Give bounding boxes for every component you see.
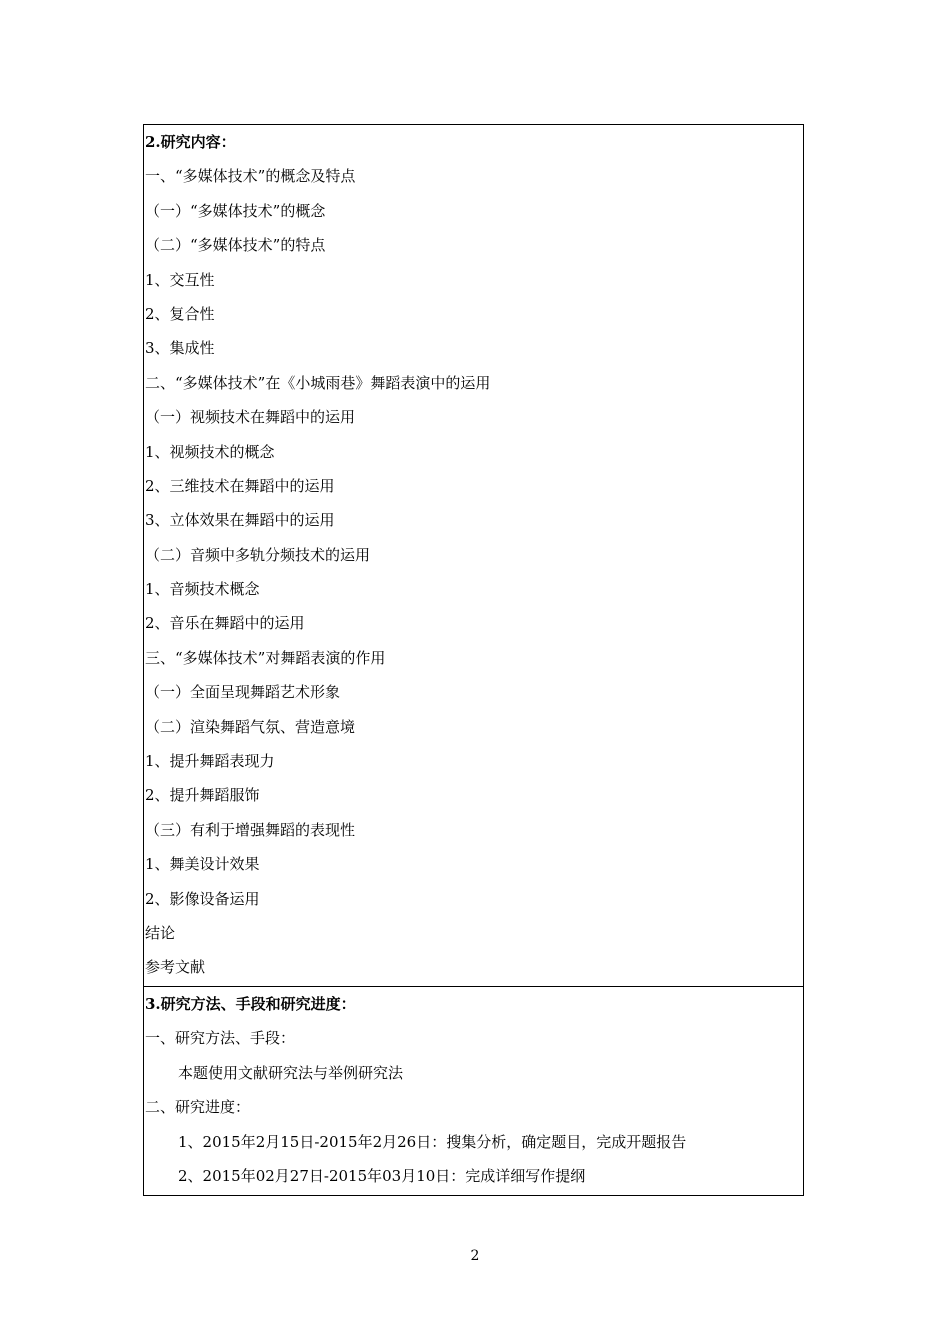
method-text: 本题使用文献研究法与举例研究法	[178, 1063, 404, 1082]
progress-item: 2、2015年02月27日-2015年03月10日：完成详细写作提纲	[178, 1166, 586, 1185]
outline-line: 2、影像设备运用	[145, 889, 260, 908]
method-title: 一、研究方法、手段：	[145, 1029, 296, 1048]
section-heading: 2.研究内容：	[145, 133, 236, 151]
outline-line: 2、复合性	[145, 304, 215, 323]
outline-line: 一、“多媒体技术”的概念及特点	[145, 167, 356, 186]
outline-line: （一）视频技术在舞蹈中的运用	[145, 408, 356, 427]
outline-line: 1、音频技术概念	[145, 580, 260, 599]
proposal-table	[143, 124, 804, 1196]
outline-line: （三）有利于增强舞蹈的表现性	[145, 820, 356, 839]
outline-line: 结论	[145, 923, 176, 942]
outline-line: 1、提升舞蹈表现力	[145, 752, 275, 771]
research-content-cell	[144, 125, 803, 987]
outline-line: 1、视频技术的概念	[145, 442, 275, 461]
outline-line: （二）渲染舞蹈气氛、营造意境	[145, 717, 356, 736]
outline-line: 1、舞美设计效果	[145, 855, 260, 874]
outline-line: （一）“多媒体技术”的概念	[145, 201, 326, 220]
outline-line: 二、“多媒体技术”在《小城雨巷》舞蹈表演中的运用	[145, 373, 491, 392]
page-number: 2	[470, 1248, 480, 1264]
outline-line: 2、三维技术在舞蹈中的运用	[145, 476, 335, 495]
outline-line: （一）全面呈现舞蹈艺术形象	[145, 683, 341, 702]
outline-line: 三、“多媒体技术”对舞蹈表演的作用	[145, 648, 386, 667]
section-heading: 3.研究方法、手段和研究进度：	[145, 995, 356, 1013]
outline-line: （二）音频中多轨分频技术的运用	[145, 545, 371, 564]
outline-line: 1、交互性	[145, 270, 215, 289]
outline-line: 2、音乐在舞蹈中的运用	[145, 614, 305, 633]
research-method-cell	[144, 987, 803, 1195]
outline-line: （二）“多媒体技术”的特点	[145, 236, 326, 255]
outline-line: 3、集成性	[145, 339, 215, 358]
progress-title: 二、研究进度：	[145, 1098, 251, 1117]
outline-line: 3、立体效果在舞蹈中的运用	[145, 511, 335, 530]
outline-line: 2、提升舞蹈服饰	[145, 786, 260, 805]
outline-line: 参考文献	[145, 958, 206, 977]
progress-item: 1、2015年2月15日-2015年2月26日：搜集分析，确定题目，完成开题报告	[178, 1132, 687, 1151]
